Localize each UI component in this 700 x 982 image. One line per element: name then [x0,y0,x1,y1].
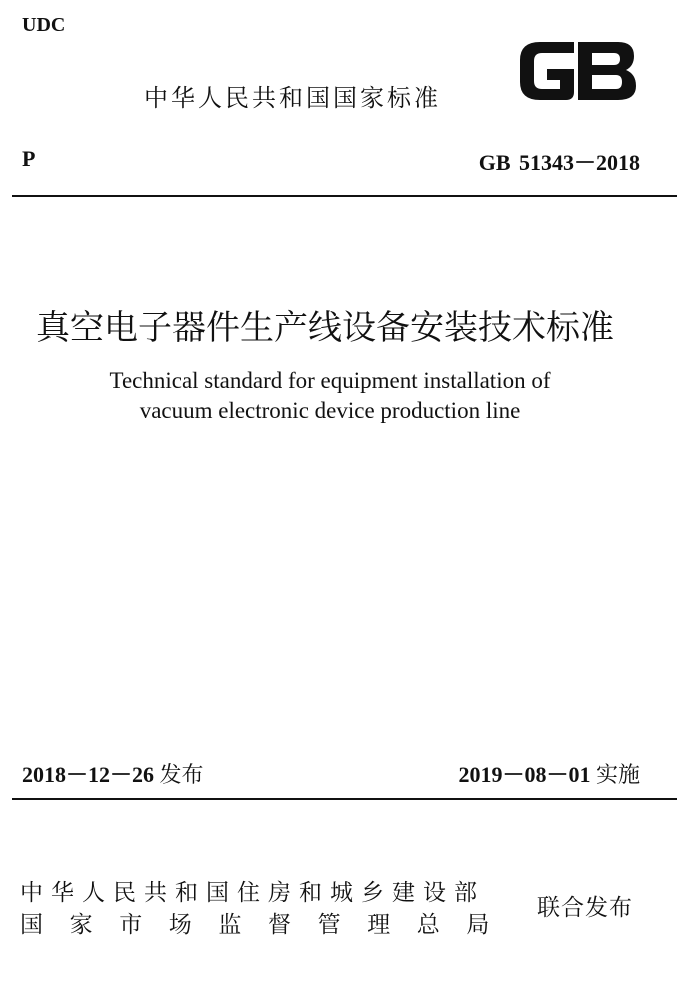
issuer-ministry: 中华人民共和国住房和城乡建设部 [20,880,485,906]
joint-issue-label: 联合发布 [537,895,633,921]
implementation-label: 实施 [595,763,640,788]
implementation-date-block [458,758,640,789]
top-divider [12,195,677,197]
issue-label: 发布 [159,763,204,788]
bottom-divider [12,798,677,800]
implementation-date: 2019－08－01 [458,762,591,787]
category-code: P [22,146,36,171]
title-chinese: 真空电子器件生产线设备安装技术标准 [36,310,614,347]
gb-logo-g [520,42,574,100]
gb-logo-b [578,42,636,100]
title-english-line-1: Technical standard for equipment installation of [109,368,551,393]
issue-date-block [22,758,204,789]
title-english [0,366,660,426]
issuer-administration: 国家市场监督管理总局 [20,912,516,938]
gb-logo [514,36,640,106]
issue-date: 2018－12－26 [22,762,155,787]
standard-number: GB 51343－2018 [478,150,640,175]
title-english-line-2: vacuum electronic device production line [139,398,521,423]
udc-label: UDC [22,14,66,36]
national-standard-heading: 中华人民共和国国家标准 [144,84,441,112]
